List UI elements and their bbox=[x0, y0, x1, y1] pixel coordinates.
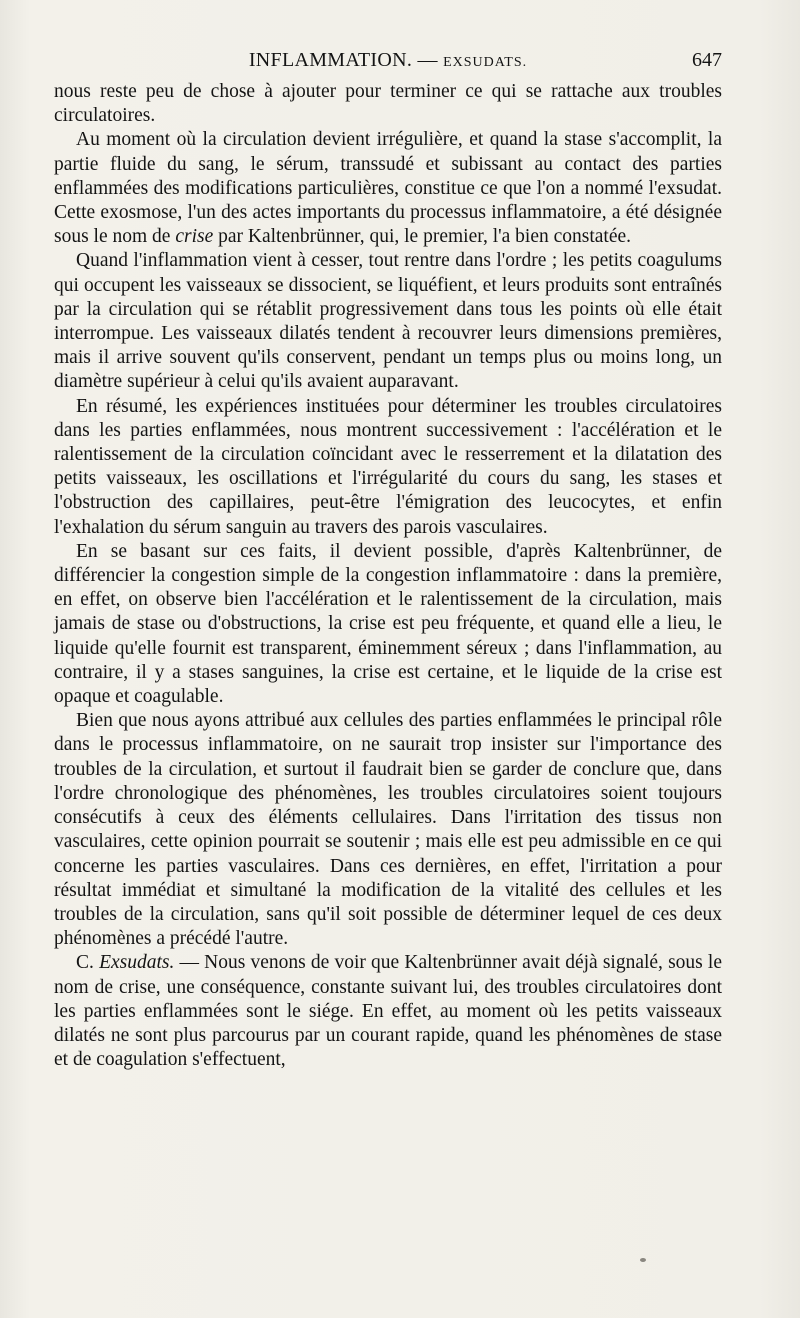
running-header bbox=[54, 47, 722, 73]
paragraph-kaltenbrunner: En se basant sur ces faits, il devient possible, d'après Kaltenbrünner, de différencier la congestion simple de la congestion inflammatoire : dans la première, en effet, on observe bien l'accélération et le ralentissement de la circulation, mais jamais de stase ou d'obstructions, la crise est peu fréquente, et quand elle a lieu, le liquide qu'elle fournit est transparent, éminemment séreux ; dans l'inflammation, au contraire, il y a stases sanguines, la crise est certaine, et le liquide de la crise est opaque et coagulable. bbox=[54, 540, 722, 708]
section-c-label: C. bbox=[76, 952, 94, 974]
page-number: 647 bbox=[692, 49, 722, 71]
paragraph-exsudat bbox=[54, 128, 722, 249]
paragraph-continuation: nous reste peu de chose à ajouter pour terminer ce qui se rattache aux troubles circulatoires. bbox=[54, 81, 722, 127]
term-crise: crise bbox=[175, 226, 214, 248]
title-main: INFLAMMATION. bbox=[248, 49, 413, 71]
paragraph-resume: En résumé, les expériences instituées pour déterminer les troubles circulatoires dans les parties enflammées, nous montrent successivement : l'accélération et le ralentissement de la circulation coïncidant avec le resserrement et la dilatation des petits vaisseaux, les oscillations et l'irrégularité du cours du sang, les stases et l'obstruction des capillaires, peut-être l'émigration des leucocytes, et enfin l'exhalation du sérum sanguin au travers des parois vasculaires. bbox=[54, 395, 722, 538]
section-c-text: — Nous venons de voir que Kaltenbrünner avait déjà signalé, sous le nom de crise, une conséquence, constante suivant lui, des troubles circulatoires dont les parties enflammées sont le siége. En effet, au moment où les petits vaisseaux dilatés ne sont plus parcourus par un courant rapide, quand les phénomènes de stase et de coagulation s'effectuent, bbox=[54, 952, 723, 1071]
paragraph-cellules: Bien que nous ayons attribué aux cellules des parties enflammées le principal rôle dans le processus inflammatoire, on ne saurait trop insister sur l'importance des troubles de la circulation, et surtout il faudrait bien se garder de conclure que, dans l'ordre chronologique des phénomènes, les troubles circulatoires soient toujours consécutifs à ceux des éléments cellulaires. Dans l'irritation des tissus non vasculaires, cette opinion pourrait se soutenir ; mais elle est peu admissible en ce qui concerne les parties vasculaires. Dans ces dernières, en effet, l'irritation a pour résultat immédiat et simultané la modification de la vitalité des cellules et les troubles de la circulation, sans qu'il soit possible de déterminer lequel de ces deux phénomènes a précédé l'autre. bbox=[54, 710, 722, 950]
ink-speck bbox=[640, 1258, 646, 1262]
paragraph-cessation: Quand l'inflammation vient à cesser, tout rentre dans l'ordre ; les petits coagulums qui occupent les vaisseaux se dissocient, se liquéfient, et leurs produits sont entraînés par la circulation qui se rétablit progressivement dans tous les points où elle était interrompue. Les vaisseaux dilatés tendent à recouvrer leurs dimensions premières, mais il arrive souvent qu'ils conservent, pendant un temps plus ou moins long, un diamètre supérieur à celui qu'ils avaient auparavant. bbox=[54, 250, 722, 393]
section-c-paragraph bbox=[54, 951, 722, 1072]
paragraph-exsudat-tail: par Kaltenbrünner, qui, le premier, l'a bien constatée. bbox=[213, 226, 632, 248]
running-title bbox=[54, 47, 722, 76]
body-text bbox=[54, 80, 722, 1072]
title-section: EXSUDATS. bbox=[443, 55, 528, 70]
section-c-title: Exsudats. bbox=[99, 952, 175, 974]
paragraph-exsudat-text: Au moment où la circulation devient irrégulière, et quand la stase s'accomplit, la partie fluide du sang, le sérum, transsudé et subissant au contact des parties enflammées des modifications particulières, constitue ce que l'on a nommé l'exsudat. Cette exosmose, l'un des actes importants du processus inflammatoire, a été désignée sous le nom de bbox=[54, 129, 722, 248]
title-dash: — bbox=[412, 49, 444, 71]
